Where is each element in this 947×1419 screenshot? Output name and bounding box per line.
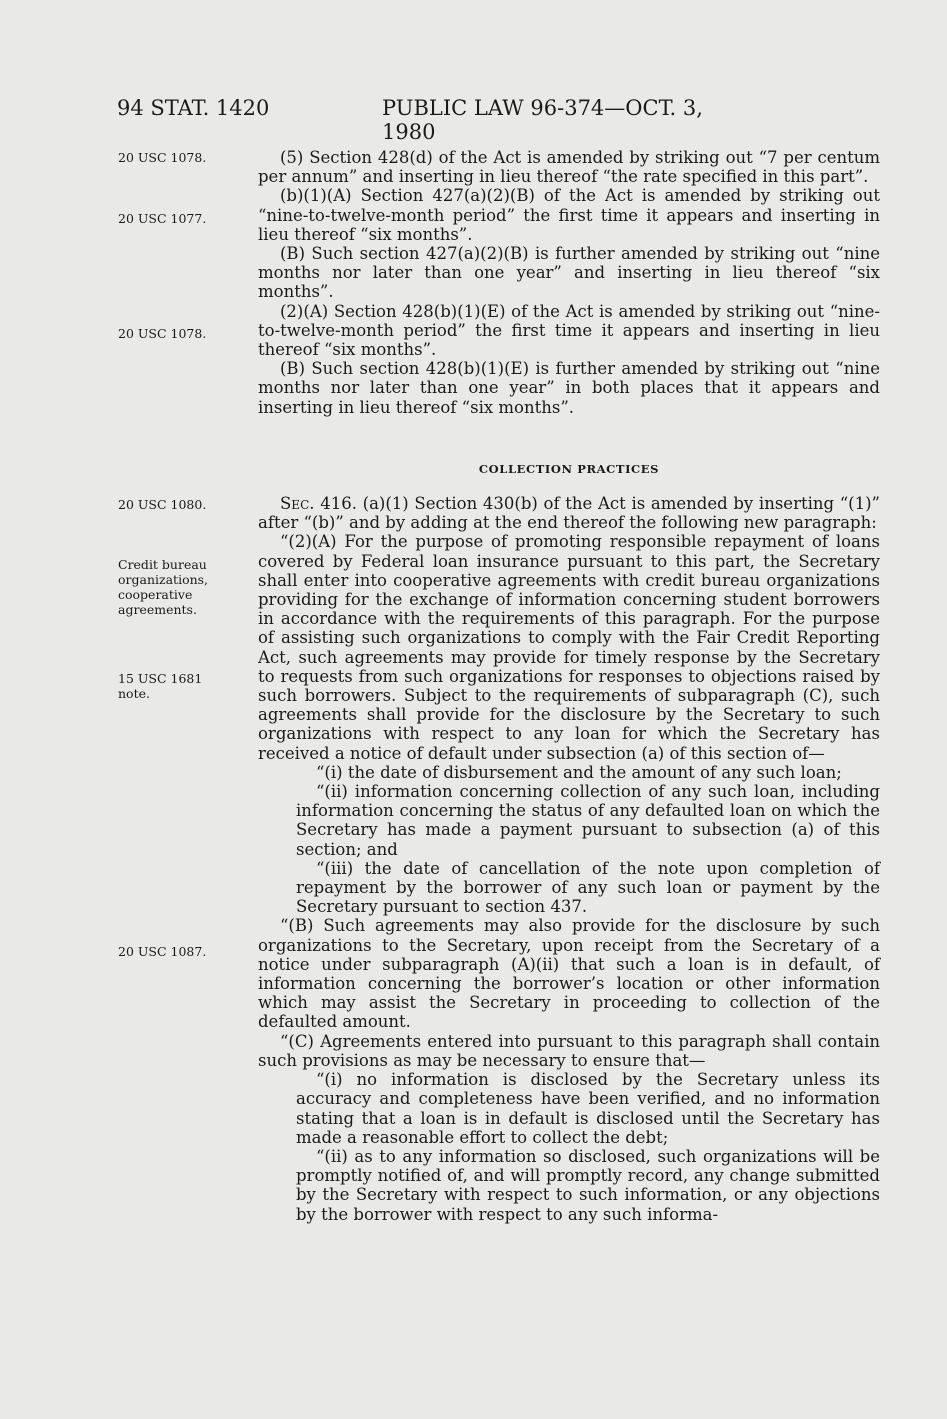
margin-note-usc-1080: 20 USC 1080.: [118, 497, 207, 512]
section-amendments-block: [258, 148, 880, 417]
collection-practices-heading: COLLECTION PRACTICES: [478, 462, 660, 476]
clause-iii-cancellation: “(iii) the date of cancellation of the note upon completion of repayment by the borrower of any such loan or payment by the Secretary pursuant to section 437.: [296, 858, 880, 917]
clause-i-verification: “(i) no information is disclosed by the Secretary unless its accuracy and completeness have been verified, and no information stating that a loan is in default is disclosed until the Secretary has made a reasonable effort to collect the debt;: [296, 1070, 880, 1147]
margin-note-usc-1681: 15 USC 1681 note.: [118, 671, 203, 701]
margin-note-usc-1078: 20 USC 1078.: [118, 150, 207, 165]
paragraph-b1B: (B) Such section 427(a)(2)(B) is further amended by striking out “nine months nor later than one year” and inserting in lieu thereof “six months”.: [258, 244, 880, 302]
margin-note-usc-1087: 20 USC 1087.: [118, 944, 207, 959]
clause-ii-notification: “(ii) as to any information so disclosed, such organizations will be promptly notified of, and will promptly record, any change submitted by the Secretary with respect to such information, or any objections by the borrower with respect to any such informa-: [296, 1146, 880, 1224]
paragraph-b2A: (2)(A) Section 428(b)(1)(E) of the Act is amended by striking out “nine-to-twelve-month period” the first time it appears and inserting in lieu thereof “six months”.: [258, 301, 880, 360]
margin-note-usc-1077: 20 USC 1077.: [118, 211, 207, 226]
paragraph-b1A: (b)(1)(A) Section 427(a)(2)(B) of the Act is amended by striking out “nine-to-twelve-month period” the first time it appears and inserting in lieu thereof “six months”.: [258, 186, 880, 244]
stat-page-number: 94 STAT. 1420: [117, 96, 270, 120]
clause-i-disbursement: “(i) the date of disbursement and the amount of any such loan;: [316, 762, 842, 782]
paragraph-2A: “(2)(A) For the purpose of promoting responsible repayment of loans covered by Federal loan insurance pursuant to this part, the Secretary shall enter into cooperative agreements with credit bureau organizations providing for the exchange of information concerning student borrowers in accordance with the requirements of this paragraph. For the purpose of assisting such organizations to comply with the Fair Credit Reporting Act, such agreements may provide for timely response by the Secretary to requests from such organizations for responses to objections raised by such borrowers. Subject to the requirements of subparagraph (C), such agreements shall provide for the disclosure by the Secretary to such organizations with respect to any loan for which the Secretary has received a notice of default under subsection (a) of this section of—: [258, 532, 880, 763]
section-416-text: 416. (a)(1) Section 430(b) of the Act is amended by inserting “(1)” after “(b)” and by adding at the end thereof the following new paragraph:: [258, 494, 880, 533]
section-416-intro: [258, 494, 880, 532]
public-law-title: PUBLIC LAW 96-374—OCT. 3, 1980: [382, 96, 703, 144]
section-416-block: [258, 494, 880, 1224]
paragraph-2C: “(C) Agreements entered into pursuant to this paragraph shall contain such provisions as may be necessary to ensure that—: [258, 1031, 880, 1070]
margin-note-usc-1078-second: 20 USC 1078.: [118, 326, 207, 341]
paragraph-2B: “(B) Such agreements may also provide for the disclosure by such organizations to the Secretary, upon receipt from the Secretary of a notice under subparagraph (A)(ii) that such a loan is in default, of information concerning the borrower’s location or other information which may assist the Secretary in proceeding to collection of the defaulted amount.: [258, 916, 880, 1032]
sec-label: Sec.: [280, 494, 315, 513]
paragraph-5: (5) Section 428(d) of the Act is amended by striking out “7 per centum per annum” and inserting in lieu thereof “the rate specified in this part”.: [258, 148, 880, 187]
clause-ii-collection: “(ii) information concerning collection of any such loan, including information concerning the status of any defaulted loan on which the Secretary has made a payment pursuant to subsection (a) of this section; and: [296, 782, 880, 859]
margin-note-credit-bureau: Credit bureau organizations, cooperative agreements.: [118, 557, 209, 617]
paragraph-b2B: (B) Such section 428(b)(1)(E) is further amended by striking out “nine months nor later than one year” in both places that it appears and inserting in lieu thereof “six months”.: [258, 359, 880, 417]
